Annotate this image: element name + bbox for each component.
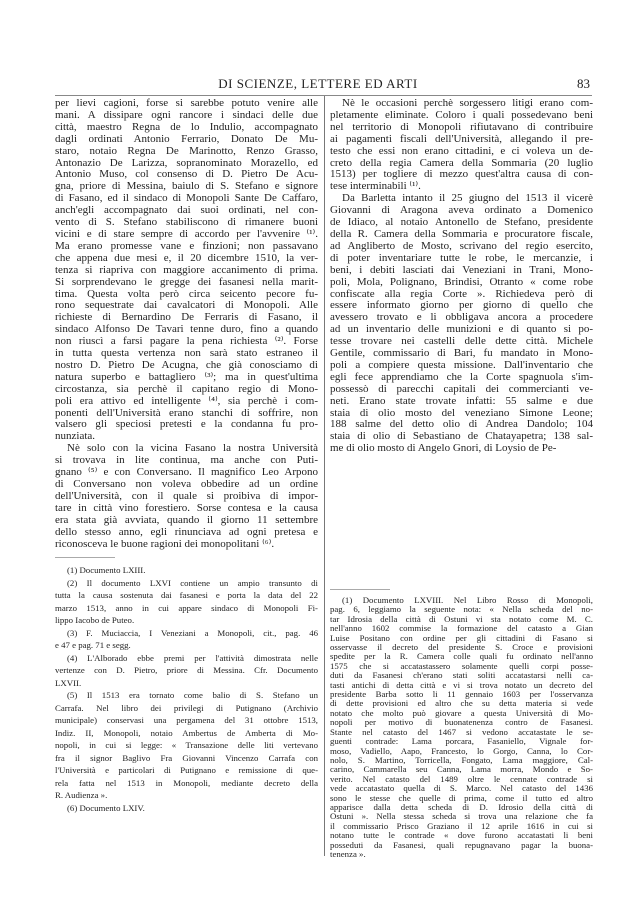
- footnote-line: marzo 1513, anno in cui appare sindaco di Monopoli Fi-: [55, 602, 318, 613]
- paragraph-line: riconosceva le buone ragioni dei monopolitani ⁽⁶⁾.: [55, 538, 275, 550]
- running-header: [0, 76, 636, 92]
- footnote-line: tar Idrosia della città di Ostuni vi sta notato come M. C.: [330, 614, 593, 624]
- paragraph-line: essere informato giorno per giorno di quello che: [330, 300, 593, 312]
- footnote-line: spedite per la R. Camera colle quali fu ordinato nell'anno: [330, 652, 593, 662]
- paragraph-line: nel territorio di Monopoli rifiutavano di contribuire: [330, 121, 593, 133]
- paragraph-line: in tutta questa vertenza non sarà stato estraneo il: [55, 348, 318, 360]
- paragraph-line: possessò di parecchi capitali dei commercianti ve-: [330, 383, 593, 395]
- footnote-line: R. Audienza ».: [55, 790, 108, 800]
- footnote-line: presidente Barba sotto li 11 gennaio 1603 per l'osservanza: [330, 690, 593, 700]
- running-title: DI SCIENZE, LETTERE ED ARTI: [218, 76, 418, 91]
- footnote-line: municipale) conservasi una pergamena del 31 ottobre 1513,: [55, 715, 318, 725]
- paragraph-line: pletamente eliminate. Coloro i quali possedevano beni: [330, 109, 593, 121]
- paragraph-line: sindaco Alfonso De Tavari tenne duro, fino a quando: [55, 324, 318, 336]
- paragraph-line: ad Angliberto de Mosto, scrivano del regio esercito,: [330, 240, 593, 252]
- paragraph-line: vicini e di stare sempre di accordo per l'avvenire ⁽¹⁾.: [55, 228, 318, 240]
- footnote-line: rela fatta nel 1513 in Monopoli, mediante decreto della: [55, 777, 318, 788]
- paragraph-line: me di olio mosto di Angelo Gnori, di Loysio de Pe-: [330, 443, 557, 455]
- footnote-line: nopoli, in cui si legge: « Transazione delle liti vertevano: [55, 740, 318, 750]
- paragraph-line: ad un inventario delle munizioni e di quanto si po-: [330, 324, 593, 336]
- footnote-line: (1) Documento LXVIII. Nel Libro Rosso di Monopoli,: [342, 596, 593, 605]
- footnote-line: notato che molto può giovare a questa Università di Mo-: [330, 708, 593, 718]
- paragraph-line: tese interminabili ⁽¹⁾.: [330, 181, 421, 193]
- footnote-line: nolo, S. Martino, Torricella, Fongato, Lama maggiore, Cal-: [330, 755, 593, 765]
- paragraph-line: Gentile, commissario di Bari, fu mandato in Mono-: [330, 348, 593, 360]
- footnote-line: tenenza ».: [330, 849, 366, 859]
- footnote-line: duti da Fasanesi ch'erano stati soliti accatastarsi nelli ca-: [330, 671, 593, 681]
- footnote-line: vertenze con D. Pietro, priore di Messina. Cfr. Documento: [55, 665, 318, 675]
- paragraph-line: si trovava in lite continua, ma anche con Puti-: [55, 455, 318, 467]
- paragraph-line: creto della regia Camera della Sommaria (20 luglio: [330, 157, 593, 169]
- paragraph-line: egli fece apprendiamo che la Corte spagnuola s'im-: [330, 371, 593, 383]
- paragraph-line: Nè solo con la vicina Fasano la nostra Università: [67, 443, 318, 455]
- paragraph-line: che appena due mesi e, il 20 dicembre 1510, la ver-: [55, 252, 318, 264]
- paragraph-line: tare in città vino forestiero. Sorse contesa e la causa: [55, 502, 318, 514]
- paragraph-line: rono sequestrate dai cavalcatori di Monopoli. Alle: [55, 300, 318, 312]
- footnote-line: tutta la causa sostenuta dai fasanesi e porta la data del 22: [55, 590, 318, 600]
- paragraph-line: della R. Camera della Sommaria e procuratore fiscale,: [330, 228, 593, 240]
- paragraph-line: Da Barletta intanto il 25 giugno del 1513 il vicerè: [342, 193, 593, 205]
- footnote-line: verito. Nel catasto del 1489 oltre le cennate contrade si: [330, 774, 593, 784]
- footnote-line: (3) F. Muciaccia, I Veneziani a Monopoli, cit., pag. 46: [67, 627, 318, 638]
- footnote-line: LXVII.: [55, 677, 82, 688]
- paragraph-line: staia di olio mosto del veneziano Simone Leone;: [330, 407, 593, 419]
- paragraph-line: Giovanni di Aragona aveva ordinato a Domenico: [330, 205, 593, 217]
- paragraph-line: richieste di Bernardino De Ferraris di Fasano, il: [55, 312, 318, 324]
- paragraph-line: per lievi cagioni, forse si sarebbe potuto venire alle: [55, 98, 318, 109]
- footnote-line: sono le stesse che quelle di prima, come il tutto ed altro: [330, 793, 593, 803]
- paragraph-line: poli era attivo ed intelligente ⁽⁴⁾, sia perchè i com-: [55, 395, 318, 407]
- footnote-line: vede accatastato quella di S. Marco. Nel catasto del 1436: [330, 784, 593, 794]
- paragraph-line: di Fasano, ed il sindaco di Monopoli Sante De Caffaro,: [55, 193, 318, 205]
- footnote-rule: [330, 589, 390, 590]
- paragraph-line: tesse trovare nei castelli delle dette città. Michele: [330, 336, 593, 348]
- paragraph-line: circostanza, sia perchè il capitano regio di Mono-: [55, 383, 318, 395]
- footnote-line: fra il signor Baglivo Fra Giovanni Vincenzo Carrafa con: [55, 752, 318, 763]
- paragraph-line: Antonazio De Larizza, sopranominato Morazello, ed: [55, 157, 318, 169]
- paragraph-line: beni, i debiti lasciati dai Veneziani in Trani, Mono-: [330, 264, 593, 276]
- paragraph-line: 1513) per togliere di mezzo quest'altra causa di con-: [330, 169, 593, 181]
- paragraph-line: ponenti dell'Università erano stanchi di soffrire, non: [55, 407, 318, 419]
- paragraph-line: staro, notaio Regna De Marinotto, Renzo Grasso,: [55, 145, 318, 157]
- footnote-line: (4) L'Alborado ebbe premi per l'attività dimostrata nelle: [67, 652, 318, 663]
- paragraph-line: neti. Erano state trovate infatti: 55 salme e due: [330, 395, 593, 407]
- paragraph-line: vento di S. Stefano stabiliscono di rimanere buoni: [55, 217, 318, 229]
- right-column-body: [330, 98, 593, 455]
- paragraph-line: non riuscì a farsi pagare la pena richiesta ⁽²⁾. Forse: [55, 336, 318, 348]
- footnote-line: Stante nel catasto del 1467 si vedono accatastate le se-: [330, 727, 593, 737]
- footnote-line: guenti contrade: Lama porcara, Fasaniello, Vignale for-: [330, 737, 593, 747]
- footnote-line: apparisce dalla detta scheda di D. Idrosio della città di: [330, 802, 593, 812]
- column-separator: [324, 96, 325, 856]
- paragraph-line: Si sorprendevano le gregge dei fasanesi nella marit-: [55, 276, 318, 288]
- paragraph-line: de Idiaco, al notaio Antonello de Stefano, presidente: [330, 217, 593, 229]
- paragraph-line: testo che essi non erano cittadini, e ci voleva un de-: [330, 145, 593, 157]
- footnote-line: di dette provisioni ed altro che su detta materia si vede: [330, 699, 593, 709]
- footnote-line: (1) Documento LXIII.: [67, 565, 146, 575]
- footnote-line: Ostuni ». Nella stessa scheda si trova una relazione che fa: [330, 812, 593, 822]
- paragraph-line: poli, Mola, Polignano, Brindisi, Otranto « come robe: [330, 276, 593, 288]
- footnote-line: lippo Iacobo de Puteo.: [55, 615, 135, 625]
- footnote-line: (5) Il 1513 era tornato come balio di S. Stefano un: [67, 690, 318, 700]
- paragraph-line: di poter inventariare tutte le robe, le mercanzie, i: [330, 252, 593, 264]
- footnote-line: 1575 che si accatastassero solamente quelli corpi posse-: [330, 661, 593, 671]
- footnote-line: (2) Il documento LXVI contiene un ampio transunto di: [67, 577, 318, 588]
- footnote-line: l'Università e particolari di Putignano e remissione di que-: [55, 765, 318, 775]
- paragraph-line: gnano ⁽⁵⁾ e con Conversano. Il magnifico Leo Arpono: [55, 467, 318, 479]
- paragraph-line: valsero gli speciosi pretesti e la condanna fu pro-: [55, 419, 318, 431]
- footnote-line: (6) Documento LXIV.: [67, 802, 145, 813]
- footnote-line: Indiz. II, Monopoli, notaio Ambertus de Amberta di Mo-: [55, 727, 318, 738]
- paragraph-line: anch'egli accompagnato dai suoi ordinati, nel con-: [55, 205, 318, 217]
- paragraph-line: natura superbo e battagliero ⁽³⁾; ma in quest'ultima: [55, 371, 318, 383]
- paragraph-line: dello stesso anno, egli rinunciava ad ogni pretesa e: [55, 526, 318, 538]
- paragraph-line: Nè le occasioni perchè sorgessero litigi erano com-: [342, 98, 593, 109]
- footnote-line: Luise Positano con ordine per gli cittadini di Fasano si: [330, 633, 593, 643]
- paragraph-line: poli a compiere questa missione. Dall'inventario che: [330, 359, 593, 371]
- footnote-line: posseduti da Fasanesi, quali repugnavano pagar la buona-: [330, 840, 593, 850]
- paragraph-line: ai pagamenti fiscali dell'Università, allegando il pre-: [330, 133, 593, 145]
- footnote-line: osservasse il decreto del presidente S. Croce e provisioni: [330, 643, 593, 653]
- paragraph-line: dell'Università, con il quale si proibiva di impor-: [55, 490, 318, 502]
- paragraph-line: dagli ordinati Antonio Ferrario, Donato De Mu-: [55, 133, 318, 145]
- paragraph-line: confiscate alla regia Corte ». Richiedeva però di: [330, 288, 593, 300]
- right-column-footnotes: [330, 596, 593, 859]
- paragraph-line: mani. A dissipare ogni rancore i sindaci delle due: [55, 109, 318, 121]
- footnote-line: il commissario Prisco Graziano il 12 aprile 1616 in cui si: [330, 821, 593, 831]
- footnote-rule: [55, 557, 115, 558]
- page-number: 83: [577, 76, 590, 91]
- footnote-line: tasti antichi di detta città e vi si trova notato un decreto del: [330, 680, 593, 690]
- left-column-body: [55, 98, 318, 550]
- paragraph-line: nunziata.: [55, 431, 96, 443]
- footnote-line: pag. 6, leggiamo la seguente nota: « Nella scheda del no-: [330, 605, 593, 615]
- paragraph-line: tima. Questa volta però circa seicento pecore fu-: [55, 288, 318, 300]
- footnote-line: notano tutte le contrade « dove furono accatastati li beni: [330, 831, 593, 841]
- paragraph-line: Ma erano promesse vane e finzioni; non passavano: [55, 240, 318, 252]
- footnote-line: Carrafa. Nel libro dei privilegi di Putignano (Archivio: [55, 702, 318, 713]
- paragraph-line: avessero trovato e li obbligava ancora a procedere: [330, 312, 593, 324]
- footnote-line: e 47 e pag. 71 e segg.: [55, 640, 131, 650]
- paragraph-line: tenza si riapriva con maggiore accanimento di prima.: [55, 264, 318, 276]
- paragraph-line: era stata già avviata, quando il giorno 11 settembre: [55, 514, 318, 526]
- paragraph-line: città, maestro Regna de lo Indulio, accompagnato: [55, 121, 318, 133]
- paragraph-line: Antonio Muso, col consenso di D. Pietro De Acu-: [55, 169, 318, 181]
- footnote-line: carino, Cammarella seu Canna, Lama morra, Mondo e So-: [330, 765, 593, 775]
- paragraph-line: staia di olio di Sebastiano de Chatayapetra; 138 sal-: [330, 431, 593, 443]
- paragraph-line: nostro D. Pietro De Acugna, che già conosciamo di: [55, 359, 318, 371]
- paragraph-line: di Conversano non voleva obbedire ad un ordine: [55, 479, 318, 490]
- footnote-line: nell'anno 1602 commise la formazione del catasto a Gian: [330, 624, 593, 634]
- footnote-line: moso, Vadiello, Aapo, Francesto, lo Gorgo, Canna, lo Cor-: [330, 746, 593, 756]
- paragraph-line: gna, priore di Messina, baiulo di S. Stefano e signore: [55, 181, 318, 193]
- footnote-line: nopoli per motivo di buonatenenza contro de Fasanesi.: [330, 718, 593, 728]
- paragraph-line: 188 salme del detto olio di Andrea Dandolo; 104: [330, 419, 593, 431]
- left-column-footnotes: [55, 564, 318, 814]
